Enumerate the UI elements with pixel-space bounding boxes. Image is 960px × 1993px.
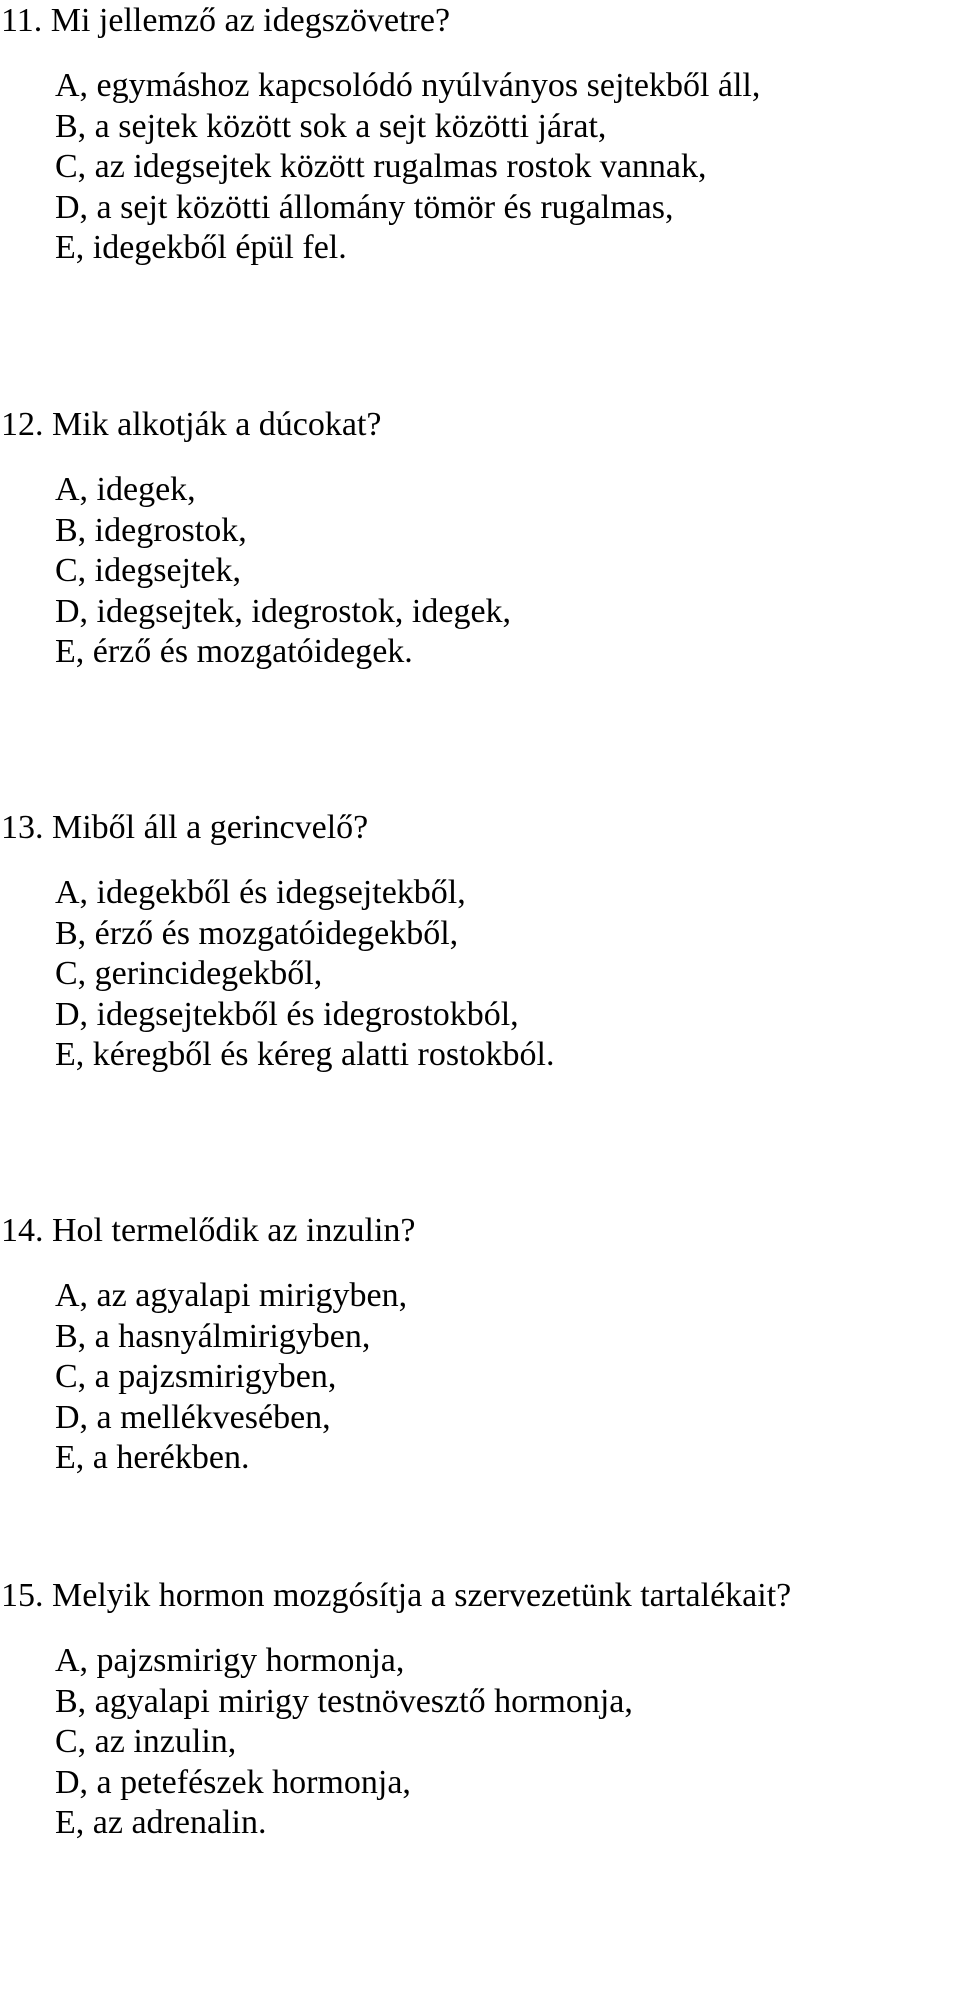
- question-title: 15. Melyik hormon mozgósítja a szervezetünk tartalékait?: [1, 1577, 792, 1614]
- question-title: 13. Miből áll a gerincvelő?: [1, 809, 369, 846]
- answer-option-b: B, agyalapi mirigy testnövesztő hormonja,: [55, 1682, 633, 1720]
- answer-option-c: C, az idegsejtek között rugalmas rostok vannak,: [55, 148, 707, 185]
- question-14: [0, 1210, 960, 1479]
- question-15: [0, 1575, 960, 1844]
- answer-option-a: A, pajzsmirigy hormonja,: [55, 1642, 405, 1679]
- answer-option-a: A, idegek,: [55, 471, 196, 508]
- question-title: 11. Mi jellemző az idegszövetre?: [1, 2, 451, 39]
- answer-option-c: C, az inzulin,: [55, 1723, 237, 1760]
- answer-option-e: E, a herékben.: [55, 1439, 250, 1476]
- answer-option-a: A, egymáshoz kapcsolódó nyúlványos sejtekből áll,: [55, 67, 761, 104]
- question-13: [0, 807, 960, 1076]
- answer-option-b: B, idegrostok,: [55, 511, 247, 549]
- answer-option-e: E, érző és mozgatóidegek.: [55, 633, 413, 670]
- answer-option-d: D, a petefészek hormonja,: [55, 1763, 411, 1801]
- answer-option-d: D, idegsejtek, idegrostok, idegek,: [55, 592, 512, 630]
- answer-option-c: C, idegsejtek,: [55, 552, 242, 589]
- question-title: 12. Mik alkotják a dúcokat?: [1, 406, 382, 443]
- answer-list: [0, 66, 960, 269]
- answer-option-a: A, az agyalapi mirigyben,: [55, 1277, 408, 1314]
- answer-list: [0, 470, 960, 673]
- answer-option-b: B, érző és mozgatóidegekből,: [55, 914, 459, 952]
- answer-option-d: D, a sejt közötti állomány tömör és rugalmas,: [55, 188, 674, 226]
- answer-option-c: C, a pajzsmirigyben,: [55, 1358, 337, 1395]
- answer-option-e: E, kéregből és kéreg alatti rostokból.: [55, 1036, 555, 1073]
- answer-option-a: A, idegekből és idegsejtekből,: [55, 874, 466, 911]
- answer-list: [0, 1641, 960, 1844]
- answer-option-b: B, a hasnyálmirigyben,: [55, 1317, 371, 1355]
- answer-list: [0, 873, 960, 1076]
- answer-option-d: D, a mellékvesében,: [55, 1398, 331, 1436]
- answer-list: [0, 1276, 960, 1479]
- question-11: [0, 0, 960, 269]
- answer-option-c: C, gerincidegekből,: [55, 955, 323, 992]
- answer-option-e: E, idegekből épül fel.: [55, 229, 347, 266]
- answer-option-e: E, az adrenalin.: [55, 1804, 267, 1841]
- question-12: [0, 404, 960, 673]
- answer-option-b: B, a sejtek között sok a sejt közötti járat,: [55, 107, 607, 145]
- answer-option-d: D, idegsejtekből és idegrostokból,: [55, 995, 519, 1033]
- question-title: 14. Hol termelődik az inzulin?: [1, 1212, 416, 1249]
